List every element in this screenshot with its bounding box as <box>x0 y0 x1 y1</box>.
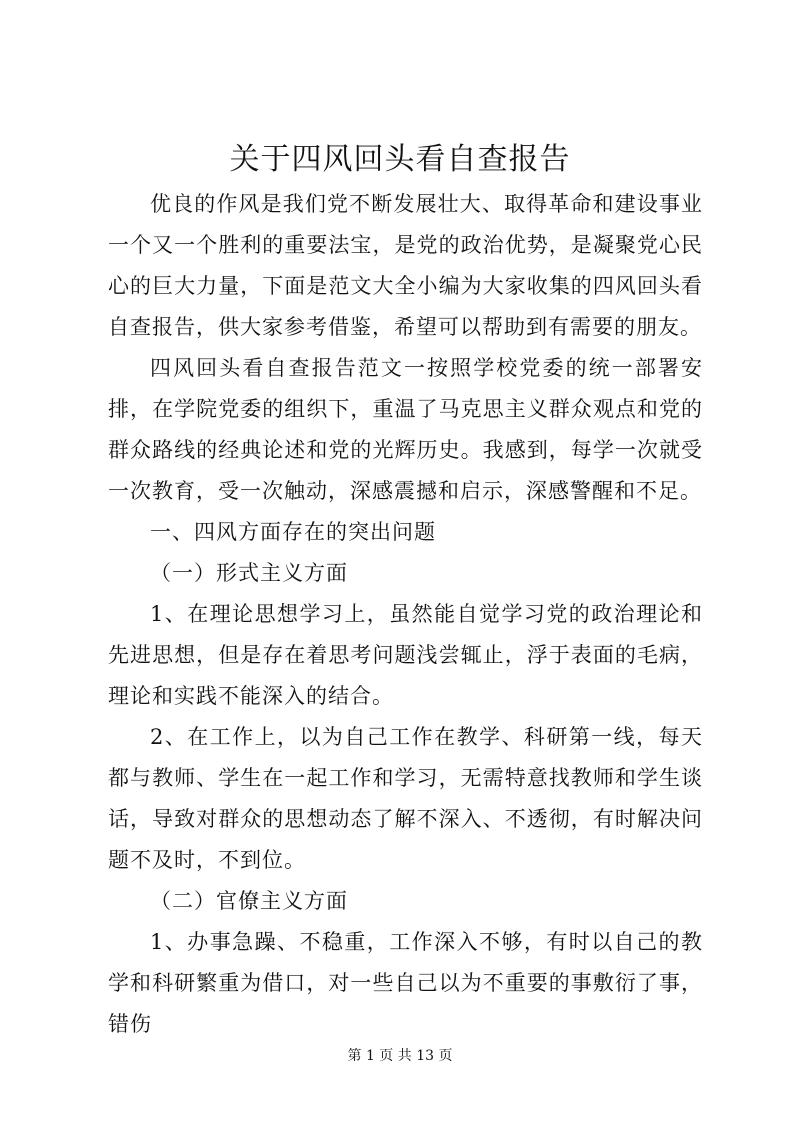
paragraph-formalism-1: 1、在理论思想学习上，虽然能自觉学习党的政治理论和先进思想，但是存在着思考问题浅尝辄止，浮于表面的毛病，理论和实践不能深入的结合。 <box>108 602 703 708</box>
page-footer: 第 1 页 共 13 页 <box>347 1048 453 1064</box>
paragraph-formalism-2: 2、在工作上，以为自己工作在教学、科研第一线，每天都与教师、学生在一起工作和学习，无需特意找教师和学生谈话，导致对群众的思想动态了解不深入、不透彻，有时解决问题不及时，不到位。 <box>108 725 703 872</box>
subsection-heading-bureaucratism: （二）官僚主义方面 <box>150 889 348 913</box>
paragraph-intro: 优良的作风是我们党不断发展壮大、取得革命和建设事业一个又一个胜利的重要法宝，是党的政治优势，是凝聚党心民心的巨大力量，下面是范文大全小编为大家收集的四风回头看自查报告，供大家参考借鉴，希望可以帮助到有需要的朋友。 <box>108 192 703 339</box>
paragraph-bureaucratism-1: 1、办事急躁、不稳重，工作深入不够，有时以自己的教学和科研繁重为借口，对一些自己以为不重要的事敷衍了事，错伤 <box>108 930 703 1036</box>
document-body <box>108 184 703 1045</box>
paragraph-sample-one: 四风回头看自查报告范文一按照学校党委的统一部署安排，在学院党委的组织下，重温了马克思主义群众观点和党的群众路线的经典论述和党的光辉历史。我感到，每学一次就受一次教育，受一次触动，深感震撼和启示，深感警醒和不足。 <box>108 356 703 503</box>
subsection-heading-formalism: （一）形式主义方面 <box>150 561 348 585</box>
document-title: 关于四风回头看自查报告 <box>229 142 571 177</box>
section-heading-problems: 一、四风方面存在的突出问题 <box>150 520 436 544</box>
